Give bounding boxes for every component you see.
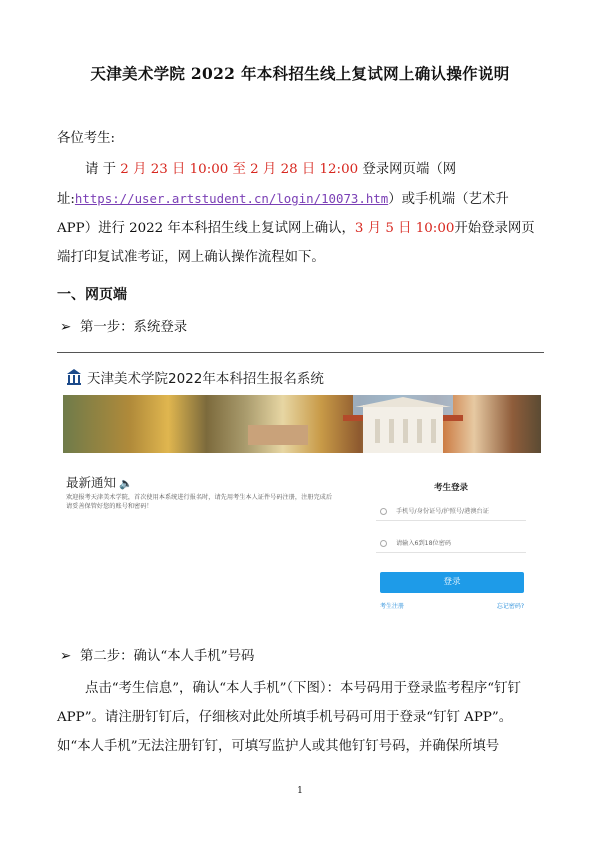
step-1 <box>60 316 187 335</box>
step-1-label: 第一步：系统登录 <box>80 320 188 335</box>
lock-icon <box>380 540 387 547</box>
building-icon <box>66 368 82 386</box>
id-placeholder: 手机号/身份证号/护照号/港澳台证 <box>396 508 489 515</box>
password-placeholder: 请输入6到18位密码 <box>396 540 452 547</box>
intro-text-1: 请 于 <box>85 162 121 177</box>
login-page-screenshot <box>63 362 541 630</box>
login-title: 考生登录 <box>433 483 468 493</box>
intro-text-3: ）或手机端（艺术升 APP）进行 2022 年本科招生线上复试网上确认， <box>57 192 509 236</box>
greeting: 各位考生: <box>57 131 116 146</box>
site-brand-title: 天津美术学院2022年本科招生报名系统 <box>87 371 324 387</box>
website-link[interactable]: https://user.artstudent.cn/login/10073.htm <box>74 191 389 206</box>
news-body: 欢迎报考天津美术学院，首次使用本系统进行报名时，请先用考生本人证件号码注册，注册完成后请妥善保管好您的账号和密码！ <box>66 494 333 510</box>
document-title: 天津美术学院 2022 年本科招生线上复试网上确认操作说明 <box>90 64 510 83</box>
news-heading <box>66 473 133 491</box>
user-icon <box>380 508 387 515</box>
login-button[interactable]: 登录 <box>380 572 524 593</box>
speaker-icon: 🔈 <box>119 477 133 490</box>
login-panel <box>376 474 526 614</box>
step-2-label: 第二步：确认“本人手机”号码 <box>80 649 255 664</box>
campus-banner-image <box>63 395 541 453</box>
arrow-bullet-icon: ➢ <box>60 649 72 664</box>
password-field[interactable] <box>376 534 526 553</box>
news-title-text: 最新通知 <box>66 475 117 490</box>
intro-text-4: 开始登录网页端打印复试准考证，网上确认操作流程如下。 <box>57 221 535 265</box>
print-date: 3 月 5 日 10:00 <box>354 221 455 236</box>
registration-period: 2 月 23 日 10:00 至 2 月 28 日 12:00 <box>120 162 359 177</box>
id-field[interactable] <box>376 502 526 521</box>
register-link[interactable]: 考生注册 <box>380 603 405 610</box>
step-2 <box>60 645 254 664</box>
intro-paragraph <box>57 155 543 272</box>
page-number: 1 <box>297 786 303 796</box>
site-header <box>66 366 324 388</box>
intro-text-2: 登录网页端（网址: <box>57 162 457 207</box>
divider <box>57 352 544 353</box>
forgot-password-link[interactable]: 忘记密码? <box>496 603 524 610</box>
phone-confirm-paragraph: 点击“考生信息”，确认“本人手机”（下图）：本号码用于登录监考程序“钉钉 APP”。请注册钉钉后，仔细核对此处所填手机号码可用于登录“钉钉 APP”。如“本人手机”无法注册钉钉，可填写监护人或其他钉钉号码，并确保所填号 <box>57 681 521 754</box>
section-heading-web: 一、网页端 <box>57 287 127 303</box>
arrow-bullet-icon: ➢ <box>60 320 72 335</box>
